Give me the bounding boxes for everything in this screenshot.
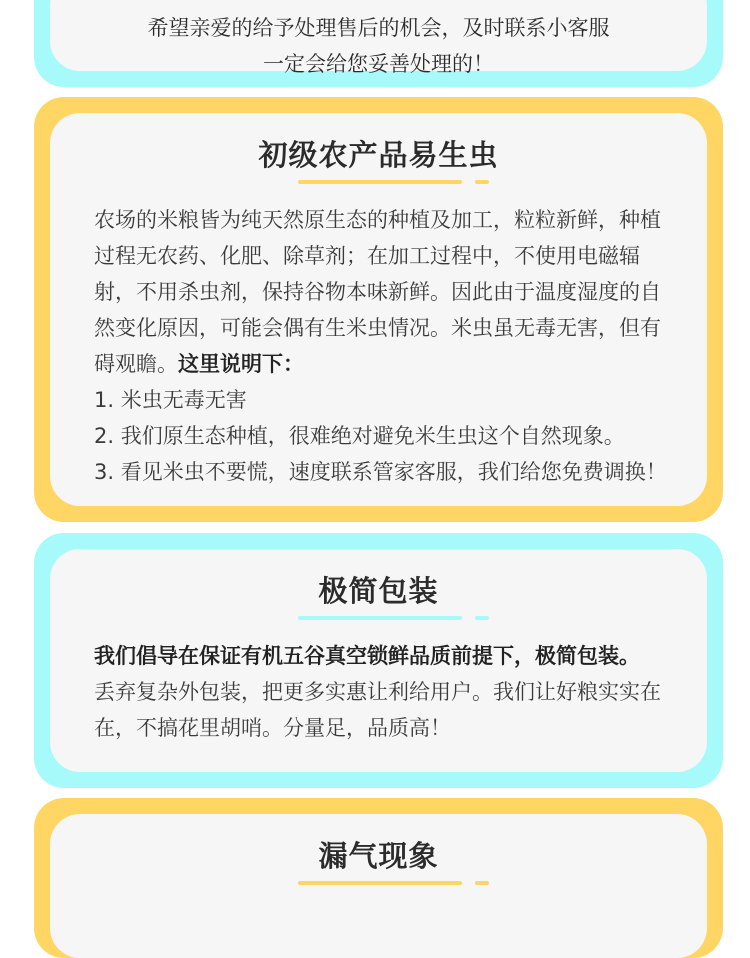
after-sales-panel: [50, 0, 707, 76]
pest-notice-title: 初级农产品易生虫: [258, 138, 499, 172]
after-sales-card: [34, 0, 723, 87]
after-sales-line-2: 一定会给您妥善处理的！: [263, 52, 494, 76]
after-sales-line-1: 希望亲爱的给予处理售后的机会，及时联系小客服: [147, 16, 610, 40]
list-item: 3. 看见米虫不要慌，速度联系管家客服，我们给您免费调换！: [94, 460, 667, 484]
title-underline-dot: [475, 881, 489, 885]
pest-notice-card: [34, 97, 723, 522]
packaging-card: [34, 533, 723, 788]
packaging-panel: [50, 549, 707, 772]
title-underline-dot: [475, 180, 489, 184]
air-leak-title: 漏气现象: [318, 839, 439, 873]
packaging-body: [94, 638, 674, 746]
title-underline: [298, 616, 462, 620]
packaging-title: 极简包装: [318, 574, 439, 608]
air-leak-panel: [50, 814, 707, 958]
pest-notice-paragraph: [94, 202, 674, 382]
pest-notice-body: [94, 202, 674, 490]
list-item: 2. 我们原生态种植，很难绝对避免米生虫这个自然现象。: [94, 424, 625, 448]
packaging-lead: 我们倡导在保证有机五谷真空锁鲜品质前提下，极简包装。: [94, 644, 640, 668]
pest-notice-emphasis: 这里说明下：: [178, 352, 304, 376]
title-underline-dot: [475, 616, 489, 620]
list-item: 1. 米虫无毒无害: [94, 388, 247, 412]
packaging-text: 丢弃复杂外包装，把更多实惠让利给用户。我们让好粮实实在在，不搞花里胡哨。分量足，品质高！: [94, 680, 661, 740]
pest-notice-panel: [50, 113, 707, 506]
title-underline: [298, 180, 462, 184]
pest-notice-text: 农场的米粮皆为纯天然原生态的种植及加工，粒粒新鲜，种植过程无农药、化肥、除草剂；在加工过程中，不使用电磁辐射，不用杀虫剂，保持谷物本味新鲜。因此由于温度湿度的自然变化原因，可能会偶有生米虫情况。米虫虽无毒无害，但有碍观瞻。: [94, 208, 661, 376]
title-underline: [298, 881, 462, 885]
air-leak-card: [34, 798, 723, 958]
